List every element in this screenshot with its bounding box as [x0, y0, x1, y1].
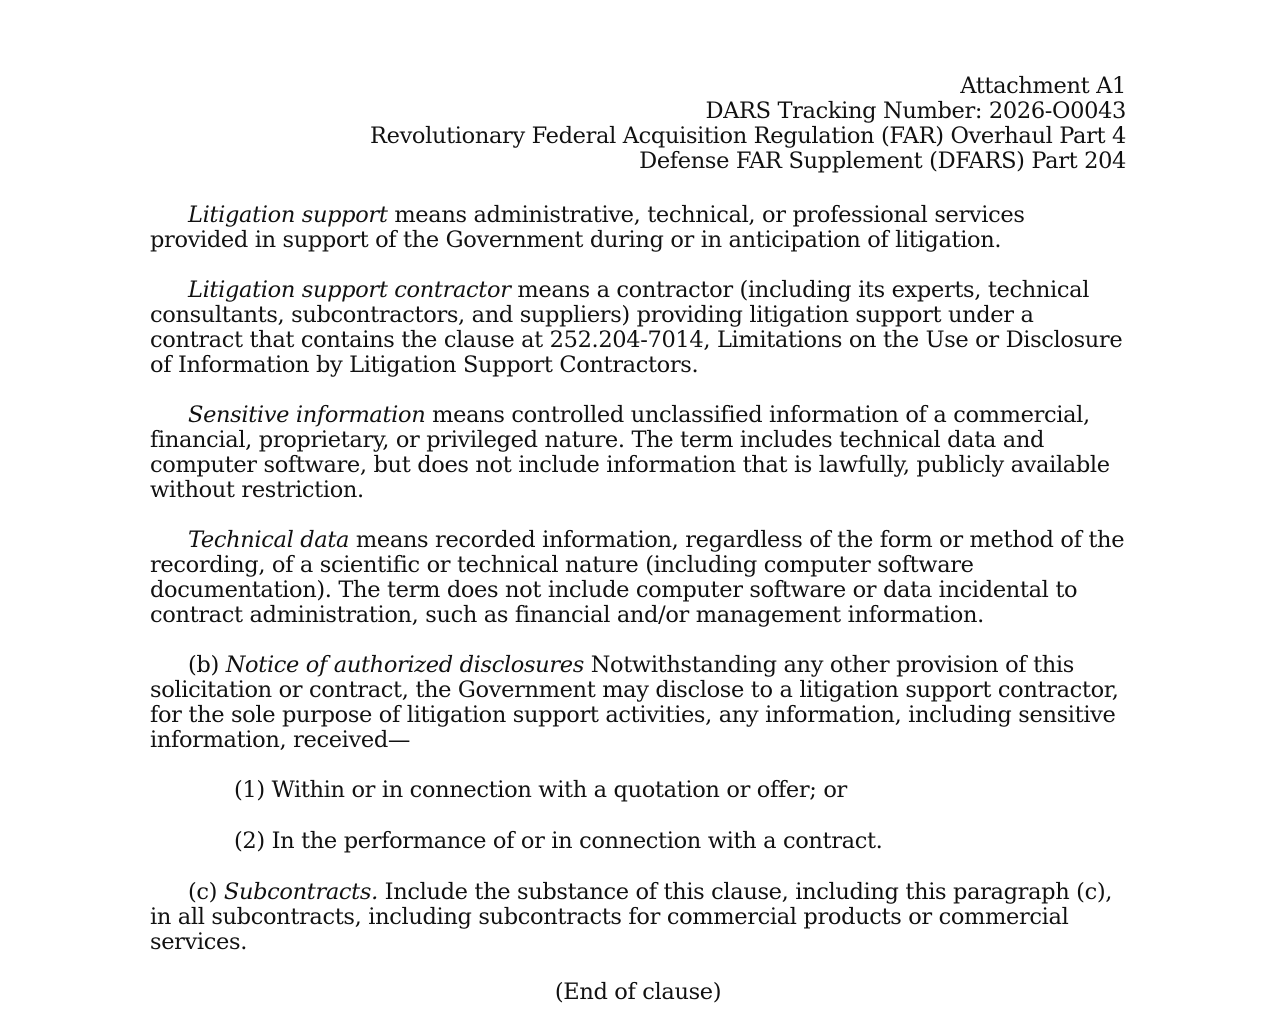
section-c-label: (c) [188, 879, 224, 905]
end-of-clause: (End of clause) [554, 979, 722, 1005]
definition-sensitive-information [150, 403, 1126, 503]
document-page [150, 74, 1126, 1028]
section-c-title: Subcontracts. [223, 879, 378, 905]
section-c-text: Include the substance of this clause, including this paragraph (c), in all subcontracts, including subcontracts for commercial products or commercial services. [150, 879, 1113, 955]
definition-text: means administrative, technical, or professional services provided in support of the Government during or in anticipation of litigation. [150, 202, 1025, 253]
definition-term: Litigation support [188, 202, 388, 228]
definition-litigation-support [150, 203, 1126, 253]
definition-term: Technical data [188, 527, 350, 553]
definition-text: means recorded information, regardless of the form or method of the recording, of a scientific or technical nature (including computer software documentation). The term does not include computer software or data incidental to contract administration, such as financial and/or management information. [150, 527, 1125, 628]
definition-litigation-support-contractor [150, 278, 1126, 378]
section-b-label: (b) [188, 652, 226, 678]
section-b-item-2: (2) In the performance of or in connection with a contract. [234, 828, 883, 854]
section-b-text: Notwithstanding any other provision of this solicitation or contract, the Government may disclose to a litigation support contractor, for the sole purpose of litigation support activities, any information, including sensitive information, received— [150, 652, 1119, 753]
section-c-subcontracts [150, 880, 1126, 955]
section-b-notice [150, 653, 1126, 753]
attachment-label: Attachment A1 [960, 73, 1126, 99]
definition-term: Litigation support contractor [188, 277, 511, 303]
document-header [150, 74, 1126, 174]
section-b-item-1: (1) Within or in connection with a quotation or offer; or [234, 777, 847, 803]
section-b-title: Notice of authorized disclosures [225, 652, 584, 678]
far-overhaul-title: Revolutionary Federal Acquisition Regulation (FAR) Overhaul Part 4 [370, 123, 1126, 149]
definition-term: Sensitive information [188, 402, 426, 428]
definition-technical-data [150, 528, 1126, 628]
definition-text: means controlled unclassified information of a commercial, financial, proprietary, or privileged nature. The term includes technical data and computer software, but does not include information that is lawfully, publicly available without restriction. [150, 402, 1110, 503]
tracking-number: DARS Tracking Number: 2026-O0043 [705, 98, 1126, 124]
definition-text: means a contractor (including its experts, technical consultants, subcontractors, and suppliers) providing litigation support under a contract that contains the clause at 252.204-7014, Limitations on the Use or Disclosure of Information by Litigation Support Contractors. [150, 277, 1123, 378]
dfars-part-title: Defense FAR Supplement (DFARS) Part 204 [639, 148, 1126, 174]
